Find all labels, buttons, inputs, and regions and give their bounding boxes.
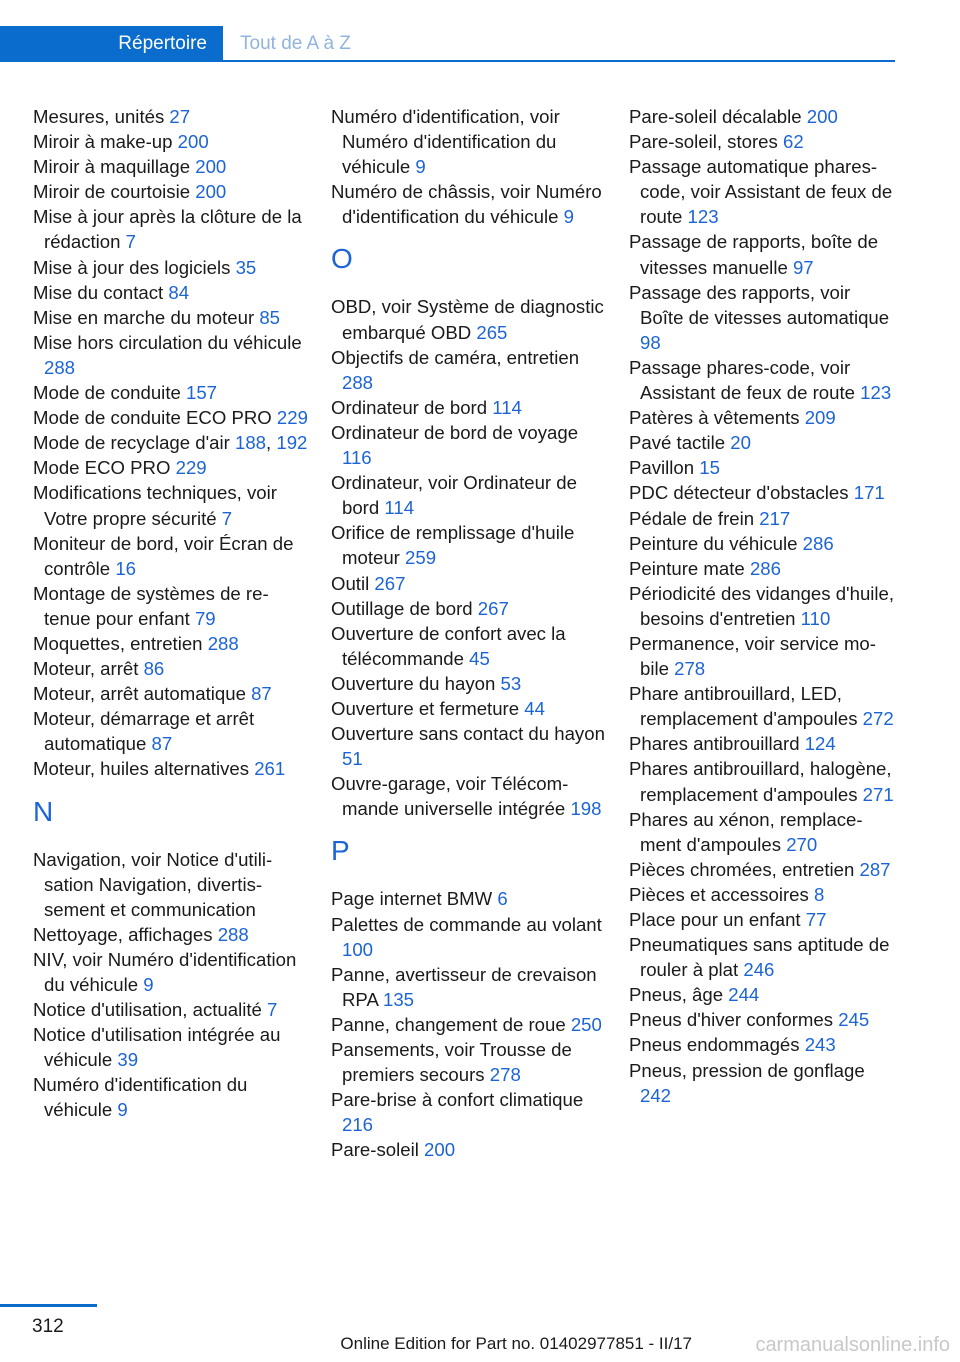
index-entry-text: Orifice de remplissage d'huile moteur [331,522,575,569]
index-entry [629,229,897,279]
index-entry [33,204,308,254]
index-entry [629,405,897,430]
index-entry-text: Navigation, voir Notice d'utilisation Navigation, divertissement et communication [33,848,273,920]
page-ref-link[interactable]: 259 [405,547,437,569]
index-entry [33,656,308,681]
index-column-2 [331,104,606,1162]
index-entry [629,430,897,455]
index-entry [331,1087,606,1137]
index-entry [33,405,308,430]
index-entry-text: Modifications techniques, voir Votre propre sécurité [33,482,277,529]
page-ref-link[interactable]: 278 [674,658,706,680]
page-ref-link[interactable]: 110 [800,607,831,629]
index-entry-text: Panne, changement de roue [331,1013,571,1035]
page-ref-link[interactable]: 44 [524,697,545,719]
page-ref-link[interactable]: 267 [374,572,406,594]
index-entry-text: NIV, voir Numéro d'identification du véhicule [33,948,297,995]
index-entry-text: OBD, voir Système de diagnostic embarqué OBD [331,296,604,343]
index-entry [629,1058,897,1108]
header-tabbar [0,26,895,62]
page-ref-link[interactable]: 216 [342,1114,374,1136]
page-ref-link[interactable]: 272 [862,708,894,730]
index-entry-text: Pare-soleil [331,1139,425,1161]
index-entry [629,932,897,982]
page-ref-link[interactable]: 9 [143,974,154,995]
index-entry-text: Périodicité des vidanges d'huile, besoins d'entretien [629,582,895,629]
index-entry-text: Place pour un enfant [629,909,806,930]
index-entry [331,912,606,962]
index-entry-text: Pare-soleil, stores [629,131,783,153]
page-ref-link[interactable]: 9 [415,156,426,178]
page-ref-link[interactable]: 288 [217,923,249,945]
page-ref-link[interactable]: 198 [570,798,602,820]
index-entry-text: Panne, avertisseur de crevaison RPA [331,963,597,1010]
index-entry-text: Objectifs de caméra, entretien [331,346,580,368]
index-entry [331,179,606,229]
index-entry-text: Notice d'utilisation, actualité [33,999,268,1021]
index-entry-text: Pare-soleil décalable [629,106,807,127]
index-entry [629,756,897,806]
index-entry [33,1022,308,1072]
index-entry-text: Passage phares-code, voir Assistant de feux de route [629,356,861,404]
page-ref-link[interactable]: 270 [786,833,818,855]
index-entry [629,631,897,681]
index-entry [331,696,606,721]
index-entry [629,154,897,229]
index-entry-text: Phare antibrouillard, LED, remplacement d'ampoules [629,683,863,730]
index-entry-text: Pavé tactile [629,432,731,454]
index-entry-text: Mise en marche du moteur [33,306,260,328]
index-entry-text: Passage de rapports, boîte de vitesses manuelle [629,231,879,278]
index-entry-text: Phares antibrouillard, halogène, remplacement d'ampoules [629,758,892,805]
page-ref-link[interactable]: 100 [342,938,374,960]
page-ref-link[interactable]: 124 [804,733,836,755]
page-ref-link[interactable]: 265 [476,321,508,343]
index-entry [331,1037,606,1087]
index-entry-text: Numéro d'identification du véhicule [33,1074,248,1121]
page-ref-link[interactable]: 243 [804,1034,836,1056]
index-entry-text: Moniteur de bord, voir Écran de contrôle [33,532,294,579]
page-ref-link[interactable]: 79 [194,607,216,629]
page-ref-link[interactable]: 123 [687,206,719,228]
header-rule [0,60,895,62]
page-ref-link[interactable]: 200 [195,156,227,178]
index-entry [33,330,308,380]
page-number: 312 [32,1316,64,1337]
page-ref-link[interactable]: 200 [195,181,227,203]
index-entry [331,886,606,911]
index-entry [331,1012,606,1037]
index-entry [629,480,897,505]
index-entry [331,1137,606,1162]
index-entry-text: Numéro de châssis, voir Numéro d'identification du véhicule [331,181,602,228]
index-entry-text: Moteur, démarrage et arrêt automatique [33,708,255,755]
index-entry [629,355,897,405]
index-entry [629,531,897,556]
section-letter: P [331,835,350,867]
page-ref-link[interactable]: 217 [759,507,791,529]
index-entry-text: Montage de systèmes de retenue pour enfant [33,582,269,629]
index-entry-text: Miroir à maquillage [33,156,196,178]
page-ref-link[interactable]: 246 [743,959,775,981]
index-entry-text: Outillage de bord [331,597,478,619]
index-entry [629,731,897,756]
index-entry-text: Notice d'utilisation intégrée au véhicule [33,1024,281,1071]
page-ref-link[interactable]: 229 [276,407,308,429]
index-entry [331,962,606,1012]
index-entry-text: Patères à vêtements [629,407,805,429]
index-entry [331,771,606,821]
index-entry-text: Miroir à make-up [33,131,178,153]
footer-rule [0,1304,97,1307]
index-entry [33,129,308,154]
index-entry [33,581,308,631]
index-entry [629,581,897,631]
index-entry [33,681,308,706]
index-entry [33,631,308,656]
index-entry-text: Peinture du véhicule [629,532,803,554]
index-entry [33,179,308,204]
page-ref-link[interactable]: 39 [117,1049,139,1071]
index-entry-text: Mise du contact [33,281,169,303]
page-ref-separator: , [266,432,277,454]
index-entry [331,420,606,470]
page-ref-link[interactable]: 288 [44,356,76,378]
index-entry-text: Permanence, voir service mobile [629,632,876,680]
index-entry [629,882,897,907]
index-entry-text: Moteur, arrêt automatique [33,683,252,705]
page-ref-link[interactable]: 7 [125,231,137,253]
page-ref-link[interactable]: 85 [259,306,281,328]
page-ref-link[interactable]: 157 [186,382,218,404]
page-ref-link[interactable]: 20 [730,432,751,454]
page-ref-link[interactable]: 287 [859,858,891,880]
index-entry-text: Mesures, unités [33,106,170,127]
index-column-3 [629,104,897,1108]
index-entry-text: Phares antibrouillard [629,733,805,755]
index-entry [33,305,308,330]
index-column-1 [33,104,308,1123]
index-entry [629,681,897,731]
index-entry [629,907,897,932]
page-ref-link[interactable]: 245 [838,1009,870,1031]
page-ref-link[interactable]: 84 [168,281,190,303]
index-entry [629,982,897,1007]
page-ref-link[interactable]: 62 [782,131,804,153]
index-entry-text: Miroir de courtoisie [33,181,196,203]
page-ref-link[interactable]: 116 [342,447,372,469]
index-entry-text: Phares au xénon, remplacement d'ampoules [629,808,863,855]
index-entry [629,807,897,857]
index-entry [33,154,308,179]
index-entry-text: Mode ECO PRO [33,457,176,479]
index-entry-text: Nettoyage, affichages [33,923,218,945]
index-entry-text: Mode de recyclage d'air [33,432,235,454]
page-ref-link[interactable]: 288 [342,371,374,393]
page-ref-link[interactable]: 200 [424,1139,456,1161]
index-entry-text: Pansements, voir Trousse de premiers secours [331,1039,572,1086]
index-entry-text: Moteur, arrêt [33,658,144,680]
index-entry [629,280,897,355]
index-entry-text: Pédale de frein [629,507,760,529]
index-entry-text: Mise à jour des logiciels [33,256,236,278]
index-entry-text: Mode de conduite ECO PRO [33,407,277,429]
page-ref-link[interactable]: 261 [254,758,286,780]
index-entry [33,455,308,480]
page-ref-link[interactable]: 87 [251,683,272,705]
index-entry-text: Moquettes, entretien [33,632,208,654]
index-entry [629,129,897,154]
index-entry-text: Pièces chromées, entretien [629,858,860,880]
index-entry [331,596,606,621]
index-entry [33,756,308,781]
page-ref-link[interactable]: 77 [805,909,827,930]
index-entry-text: Ouverture de confort avec la télécommande [331,622,566,669]
page-ref-link[interactable]: 209 [804,407,836,429]
page-ref-link[interactable]: 200 [806,106,838,127]
page-ref-link[interactable]: 45 [469,647,490,669]
index-entry-text: PDC détecteur d'obstacles [629,482,854,504]
watermark-text: carmanualsonline.info [755,1334,950,1356]
index-entry-text: Pneumatiques sans aptitude de rouler à plat [629,934,890,981]
index-entry-text: Mise hors circulation du véhicule [33,331,302,353]
index-entry-text: Numéro d'identification, voir Numéro d'identification du véhicule [331,106,560,178]
index-entry [33,847,308,922]
page-ref-link[interactable]: 16 [115,557,137,579]
page-ref-link[interactable]: 27 [169,106,191,127]
index-entry [33,480,308,530]
index-entry [33,380,308,405]
section-letter: O [331,243,353,275]
index-entry-text: Page internet BMW [331,888,498,910]
index-entry [33,706,308,756]
page-ref-link[interactable]: 86 [143,658,165,680]
page-ref-link[interactable]: 114 [384,497,415,519]
index-entry [331,470,606,520]
index-entry [629,104,897,129]
index-entry [629,1007,897,1032]
page-ref-link[interactable]: 114 [492,396,522,418]
page-ref-link[interactable]: 51 [342,748,363,770]
index-entry [331,345,606,395]
index-entry-text: Ouverture et fermeture [331,697,525,719]
index-entry [331,395,606,420]
index-entry [331,721,606,771]
index-entry-text: Ouverture du hayon [331,672,501,694]
page-ref-link[interactable]: 87 [151,733,173,755]
page-ref-link[interactable]: 123 [860,382,892,404]
page-ref-link[interactable]: 9 [563,206,574,228]
index-entry [629,556,897,581]
page-ref-link[interactable]: 267 [477,597,509,619]
index-entry [629,455,897,480]
index-entry [629,1032,897,1057]
tab-tout-de-a-a-z[interactable]: Tout de A à Z [240,33,351,54]
index-entry [33,947,308,997]
index-entry [331,104,606,179]
index-entry-text: Pare-brise à confort climatique [331,1089,584,1111]
index-entry-text: Passage automatique phares-code, voir Assistant de feux de route [629,156,893,228]
index-entry-text: Moteur, huiles alternatives [33,758,255,780]
page-ref-link[interactable]: 53 [500,672,522,694]
index-entry [629,857,897,882]
index-entry [331,571,606,596]
index-entry [629,506,897,531]
index-entry-text: Ordinateur de bord [331,396,493,418]
page-ref-link[interactable]: 242 [640,1084,672,1106]
page-ref-link[interactable]: 97 [792,256,814,278]
index-entry [33,104,308,129]
index-entry-text: Pneus endommagés [629,1034,805,1056]
index-entry-text: Palettes de commande au volant [331,913,602,935]
index-entry [331,671,606,696]
index-entry [331,294,606,344]
index-entry [33,430,308,455]
index-entry [33,531,308,581]
page-ref-link[interactable]: 192 [276,432,308,454]
page-ref-link[interactable]: 278 [489,1064,521,1086]
index-entry [33,922,308,947]
page-ref-link[interactable]: 286 [749,557,781,579]
page-ref-link[interactable]: 171 [853,482,885,504]
tab-repertoire[interactable]: Répertoire [0,26,223,62]
page-ref-link[interactable]: 35 [235,256,257,278]
page-ref-link[interactable]: 98 [640,331,661,353]
index-entry-text: Ordinateur, voir Ordinateur de bord [331,472,577,519]
page-ref-link[interactable]: 135 [383,988,415,1010]
page-ref-link[interactable]: 9 [117,1099,128,1121]
page-ref-link[interactable]: 250 [570,1013,602,1035]
index-entry-text: Mise à jour après la clôture de la rédaction [33,206,302,253]
index-entry-text: Passage des rapports, voir Boîte de vitesses automatique [629,281,890,328]
page-ref-link[interactable]: 6 [497,888,508,910]
index-entry-text: Outil [331,572,375,594]
page-ref-link[interactable]: 244 [728,984,760,1006]
index-entry [33,1072,308,1122]
index-entry-text: Peinture mate [629,557,750,579]
page-ref-link[interactable]: 188 [235,432,267,454]
page-ref-link[interactable]: 286 [802,532,834,554]
index-entry-text: Pneus d'hiver conformes [629,1009,839,1031]
index-entry-text: Ordinateur de bord de voyage [331,421,579,443]
page-ref-link[interactable]: 271 [862,783,894,805]
page-ref-link[interactable]: 15 [699,457,720,479]
index-entry-text: Ouverture sans contact du hayon [331,723,605,745]
section-letter: N [33,795,54,827]
page-ref-link[interactable]: 7 [221,507,233,529]
page-ref-link[interactable]: 8 [813,883,825,905]
page-ref-link[interactable]: 288 [207,632,239,654]
page-ref-link[interactable]: 229 [175,457,207,479]
edition-text: Online Edition for Part no. 01402977851 - II/17 [340,1334,692,1353]
page-ref-link[interactable]: 7 [267,999,278,1021]
index-entry [331,621,606,671]
index-entry-text: Pavillon [629,457,700,479]
index-entry [33,280,308,305]
index-entry-text: Pièces et accessoires [629,883,814,905]
index-entry-text: Mode de conduite [33,382,186,404]
index-entry [331,520,606,570]
index-entry-text: Ouvre-garage, voir Télécommande universelle intégrée [331,773,571,820]
page-ref-link[interactable]: 200 [177,131,209,153]
index-entry [33,997,308,1022]
index-entry-text: Pneus, âge [629,984,729,1006]
index-entry-text: Pneus, pression de gonflage [629,1059,865,1081]
index-entry [33,255,308,280]
